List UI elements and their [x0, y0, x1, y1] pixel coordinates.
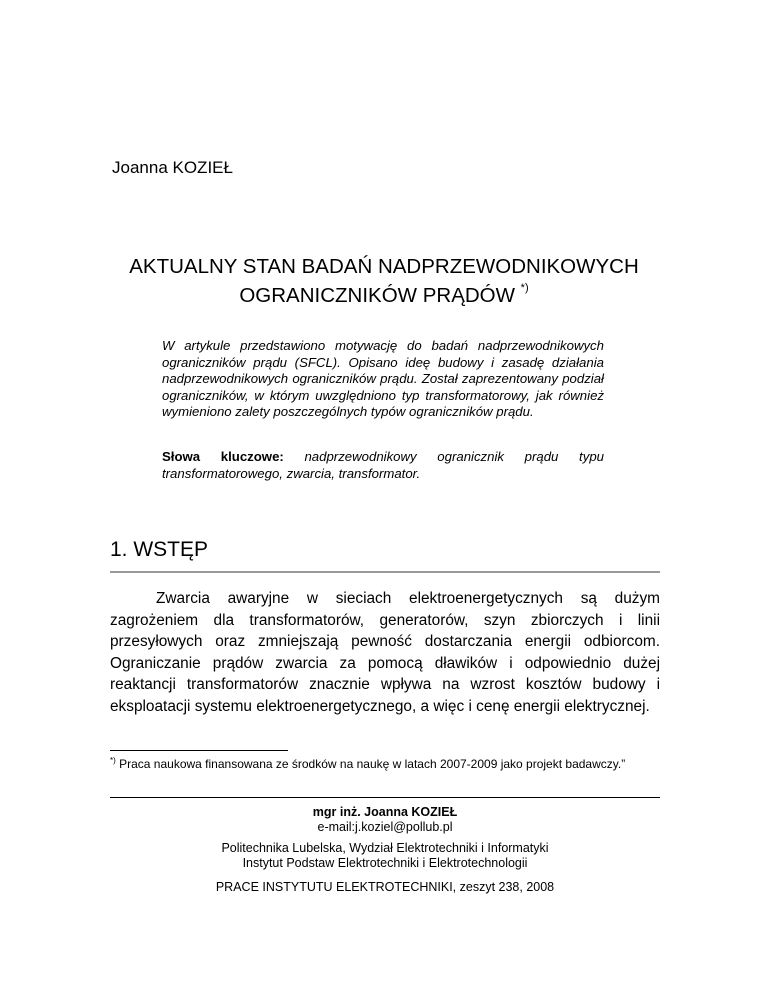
body-paragraph-text: Zwarcia awaryjne w sieciach elektroenergetycznych są dużym zagrożeniem dla transformatorów, generatorów, szyn zbiorczych i linii przesyłowych oraz zmniejszają pewność dostarczania energii odbiorcom. Ograniczanie prądów zwarcia za pomocą dławików i odpowiednio dużej reaktancji transformatorów znacznie wpływa na wzrost kosztów budowy i eksploatacji systemu elektroenergetycznego, a więc i cenę energii elektrycznej.: [110, 590, 660, 715]
affiliation-institute: Instytut Podstaw Elektrotechniki i Elektrotechnologii: [242, 856, 528, 870]
title-footnote-mark: *): [520, 282, 529, 294]
author-name: Joanna KOZIEŁ: [112, 158, 233, 177]
title-line-2-text: OGRANICZNIKÓW PRĄDÓW: [239, 283, 515, 307]
footnote-mark: *): [110, 756, 116, 765]
body-paragraph: [110, 588, 660, 718]
author-email: e-mail:j.koziel@pollub.pl: [317, 820, 453, 834]
title-line-1: AKTUALNY STAN BADAŃ NADPRZEWODNIKOWYCH: [129, 255, 639, 278]
publication-info: PRACE INSTYTUTU ELEKTROTECHNIKI, zeszyt 238, 2008: [215, 880, 555, 894]
paper-title: [0, 254, 768, 308]
author-info-divider: [110, 797, 660, 798]
keywords-label: Słowa kluczowe:: [162, 449, 284, 464]
keywords-text: nadprzewodnikowy ogranicznik prądu typu transformatorowego, zwarcia, transformator.: [162, 449, 604, 481]
keywords: [162, 449, 604, 482]
footnote-divider: [110, 750, 288, 751]
title-line-2: [0, 279, 768, 308]
section-heading: 1. WSTĘP: [110, 538, 209, 561]
footnote: [110, 753, 660, 772]
section-divider: [110, 571, 660, 573]
abstract: W artykule przedstawiono motywację do badań nadprzewodnikowych ograniczników prądu (SFCL). Opisano ideę budowy i zasadę działania nadprzewodnikowych ograniczników prądu. Został zaprezentowany podział ograniczników, w którym uwzględniono typ transformatorowy, jak również wymieniono zalety poszczególnych typów ograniczników prądu.: [162, 338, 604, 420]
footnote-text: Praca naukowa finansowana ze środków na naukę w latach 2007-2009 jako projekt badawczy.”: [115, 757, 626, 771]
affiliation-university: Politechnika Lubelska, Wydział Elektrotechniki i Informatyki: [221, 841, 549, 855]
author-info-name: mgr inż. Joanna KOZIEŁ: [312, 805, 458, 819]
